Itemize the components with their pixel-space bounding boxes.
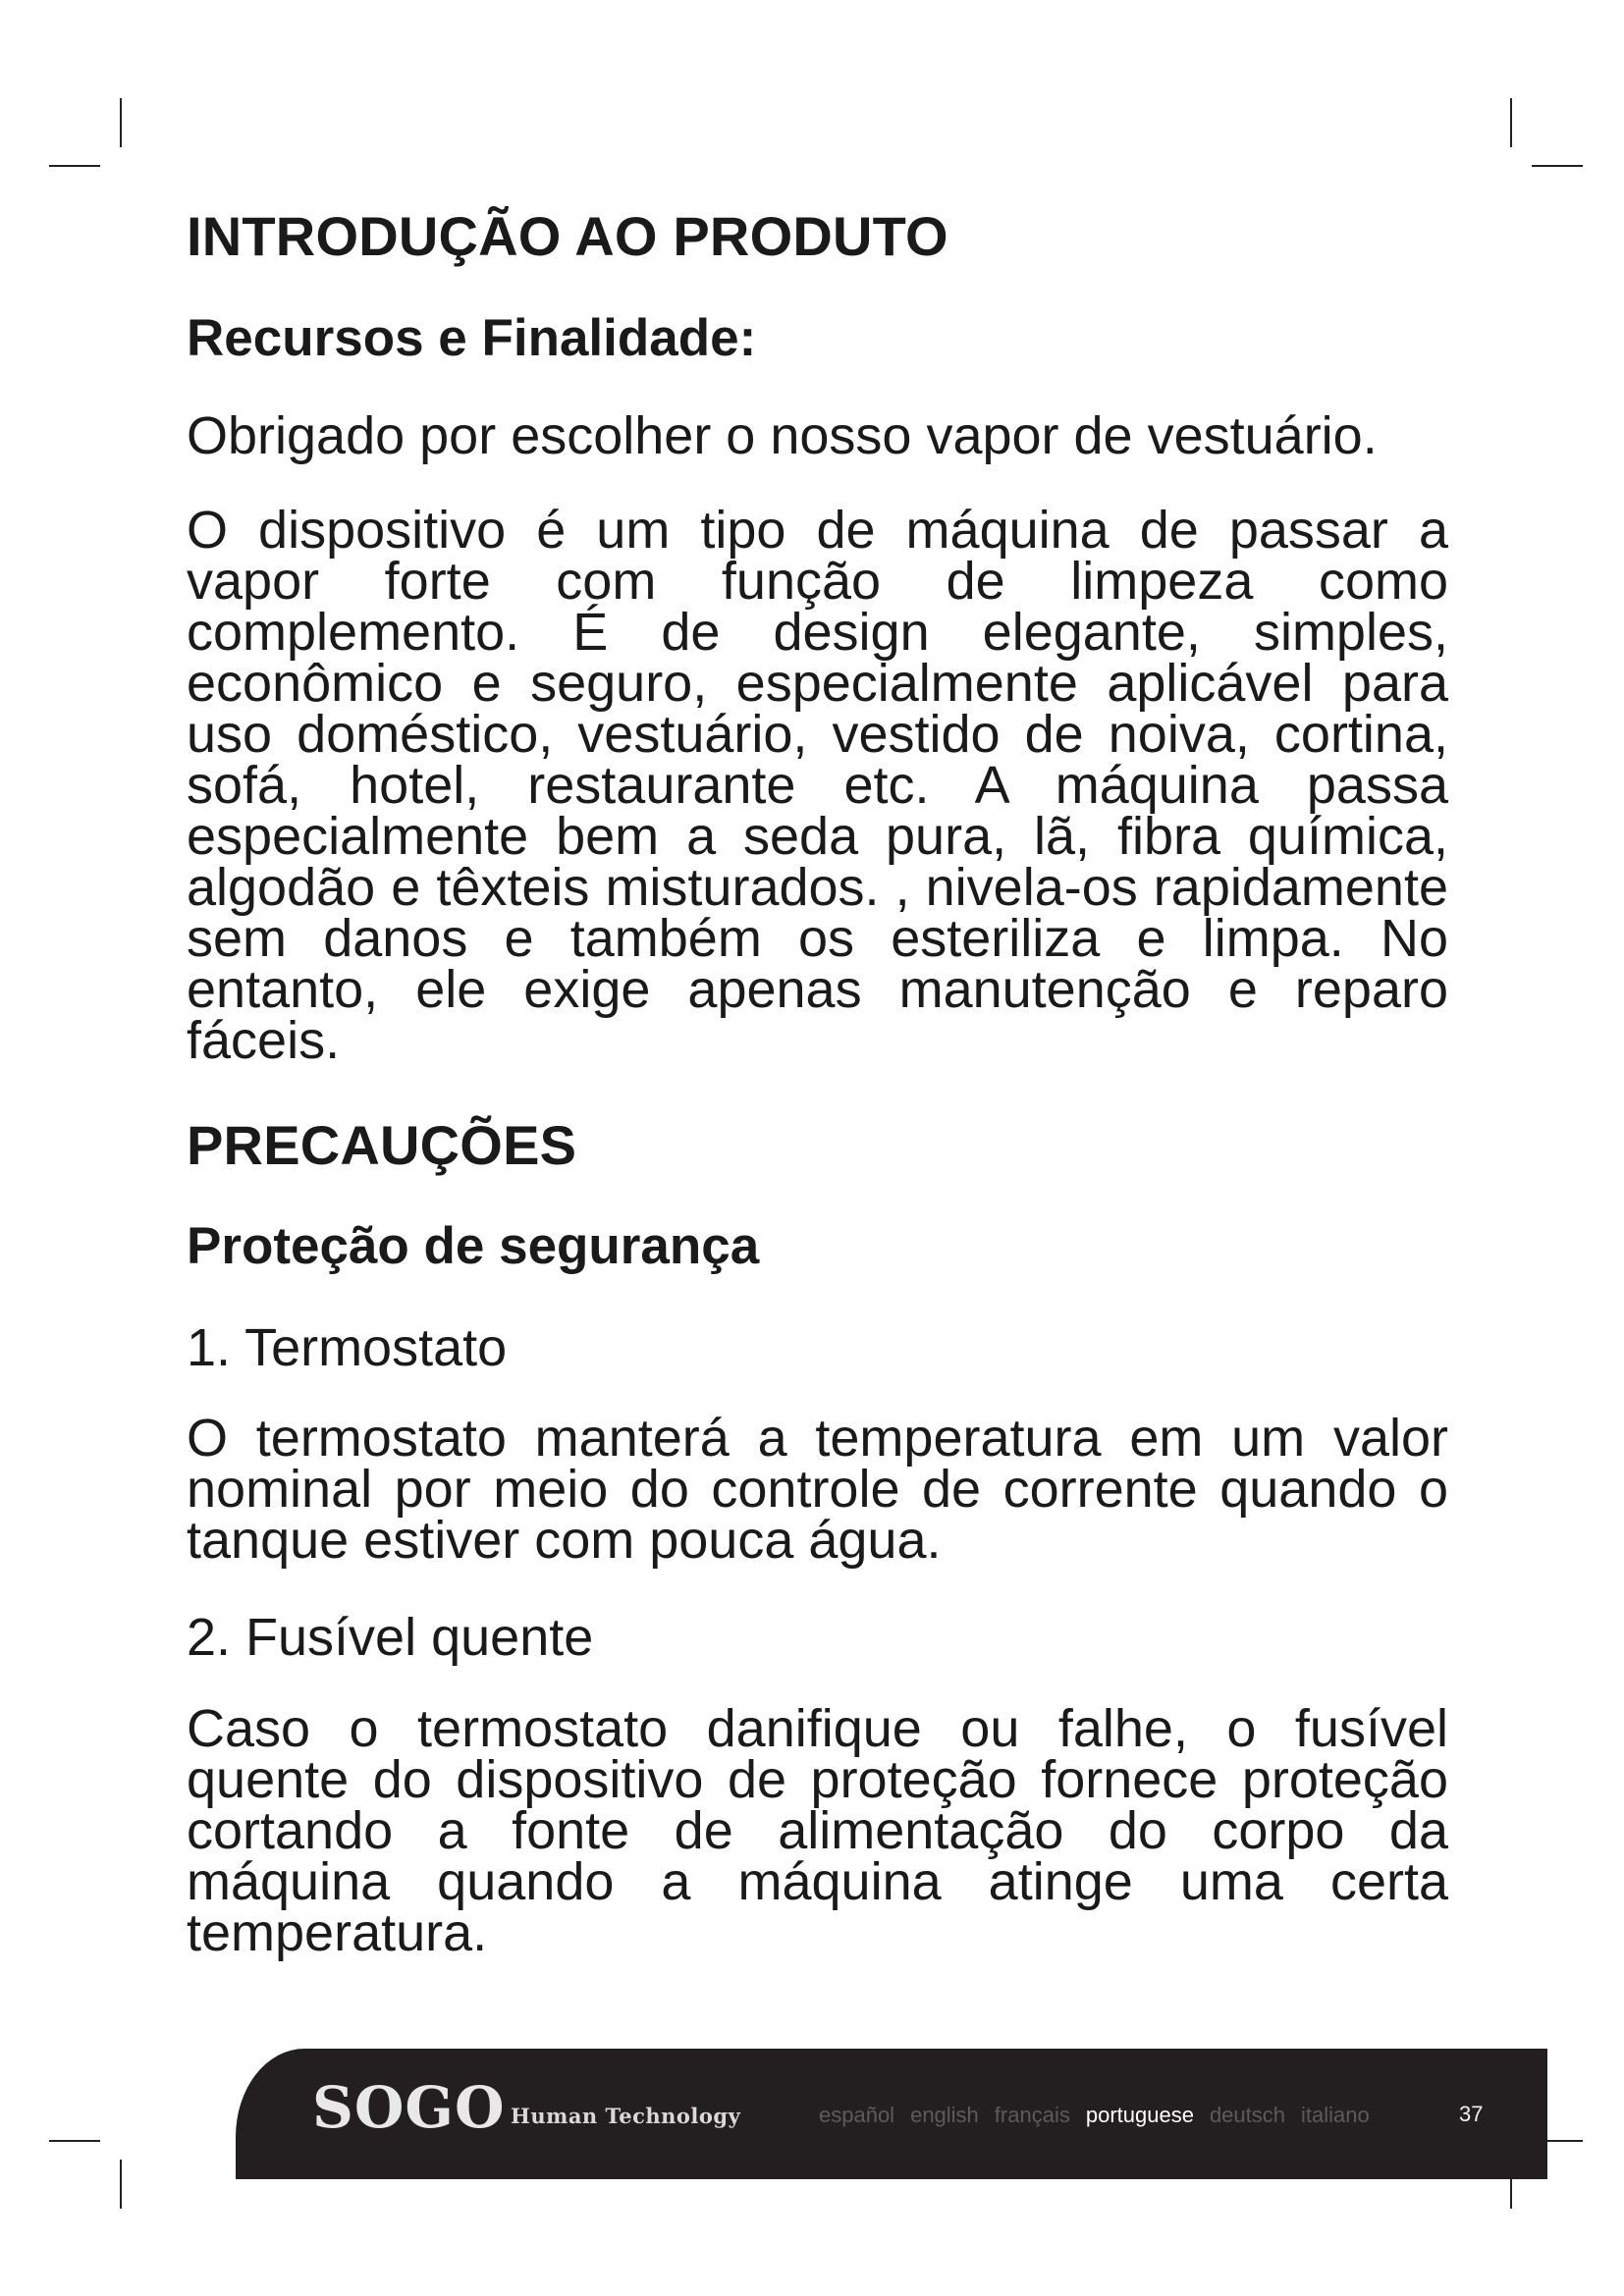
thermostat-text: O termostato manterá a temperatura em um valor nominal por meio do controle de corrente quando o tanque estiver com pouca água.	[187, 1409, 1448, 1571]
thanks-text: Obrigado por escolher o nosso vapor de vestuário.	[187, 405, 1378, 465]
precautions-heading: PRECAUÇÕES	[187, 1113, 577, 1176]
language-item: italiano	[1301, 2103, 1370, 2127]
footer-band	[236, 2049, 1547, 2179]
crop-mark	[1532, 165, 1583, 167]
product-description: O dispositivo é um tipo de máquina de passar a vapor forte com função de limpeza como complemento. É de design elegante, simples, econômico e seguro, especialmente aplicável para uso doméstico, vestuário, vestido de noiva, cortina, sofá, hotel, restaurante etc. A máquina passa especialmente bem a seda pura, lã, fibra química, algodão e têxteis misturados. , nivela-os rapidamente sem danos e também os esteriliza e limpa. No entanto, ele exige apenas manutenção e reparo fáceis.	[187, 500, 1448, 1070]
brand-tagline: Human Technology	[511, 2104, 741, 2128]
language-item: français	[994, 2103, 1070, 2127]
brand-logo: SOGO	[312, 2074, 506, 2141]
crop-mark	[120, 2160, 122, 2209]
crop-mark	[120, 98, 122, 147]
language-item-active: portuguese	[1085, 2103, 1194, 2127]
thermostat-title: 1. Termostato	[187, 1317, 508, 1377]
crop-mark	[49, 165, 100, 167]
crop-mark	[49, 2140, 100, 2142]
language-item: español	[819, 2103, 895, 2127]
fuse-text: Caso o termostato danifique ou falhe, o fusível quente do dispositivo de proteção fornece proteção cortando a fonte de alimentação do corpo da máquina quando a máquina atinge uma certa temperatura.	[187, 1698, 1448, 1962]
crop-mark	[1510, 98, 1512, 147]
document-body	[187, 206, 1453, 2002]
language-item: english	[910, 2103, 979, 2127]
features-heading: Recursos e Finalidade:	[187, 308, 757, 367]
safety-heading: Proteção de segurança	[187, 1217, 760, 1276]
fuse-title: 2. Fusível quente	[187, 1608, 594, 1668]
language-list	[819, 2103, 1385, 2128]
intro-heading: INTRODUÇÃO AO PRODUTO	[187, 205, 948, 267]
language-item: deutsch	[1209, 2103, 1285, 2127]
page-number: 37	[1459, 2102, 1484, 2126]
